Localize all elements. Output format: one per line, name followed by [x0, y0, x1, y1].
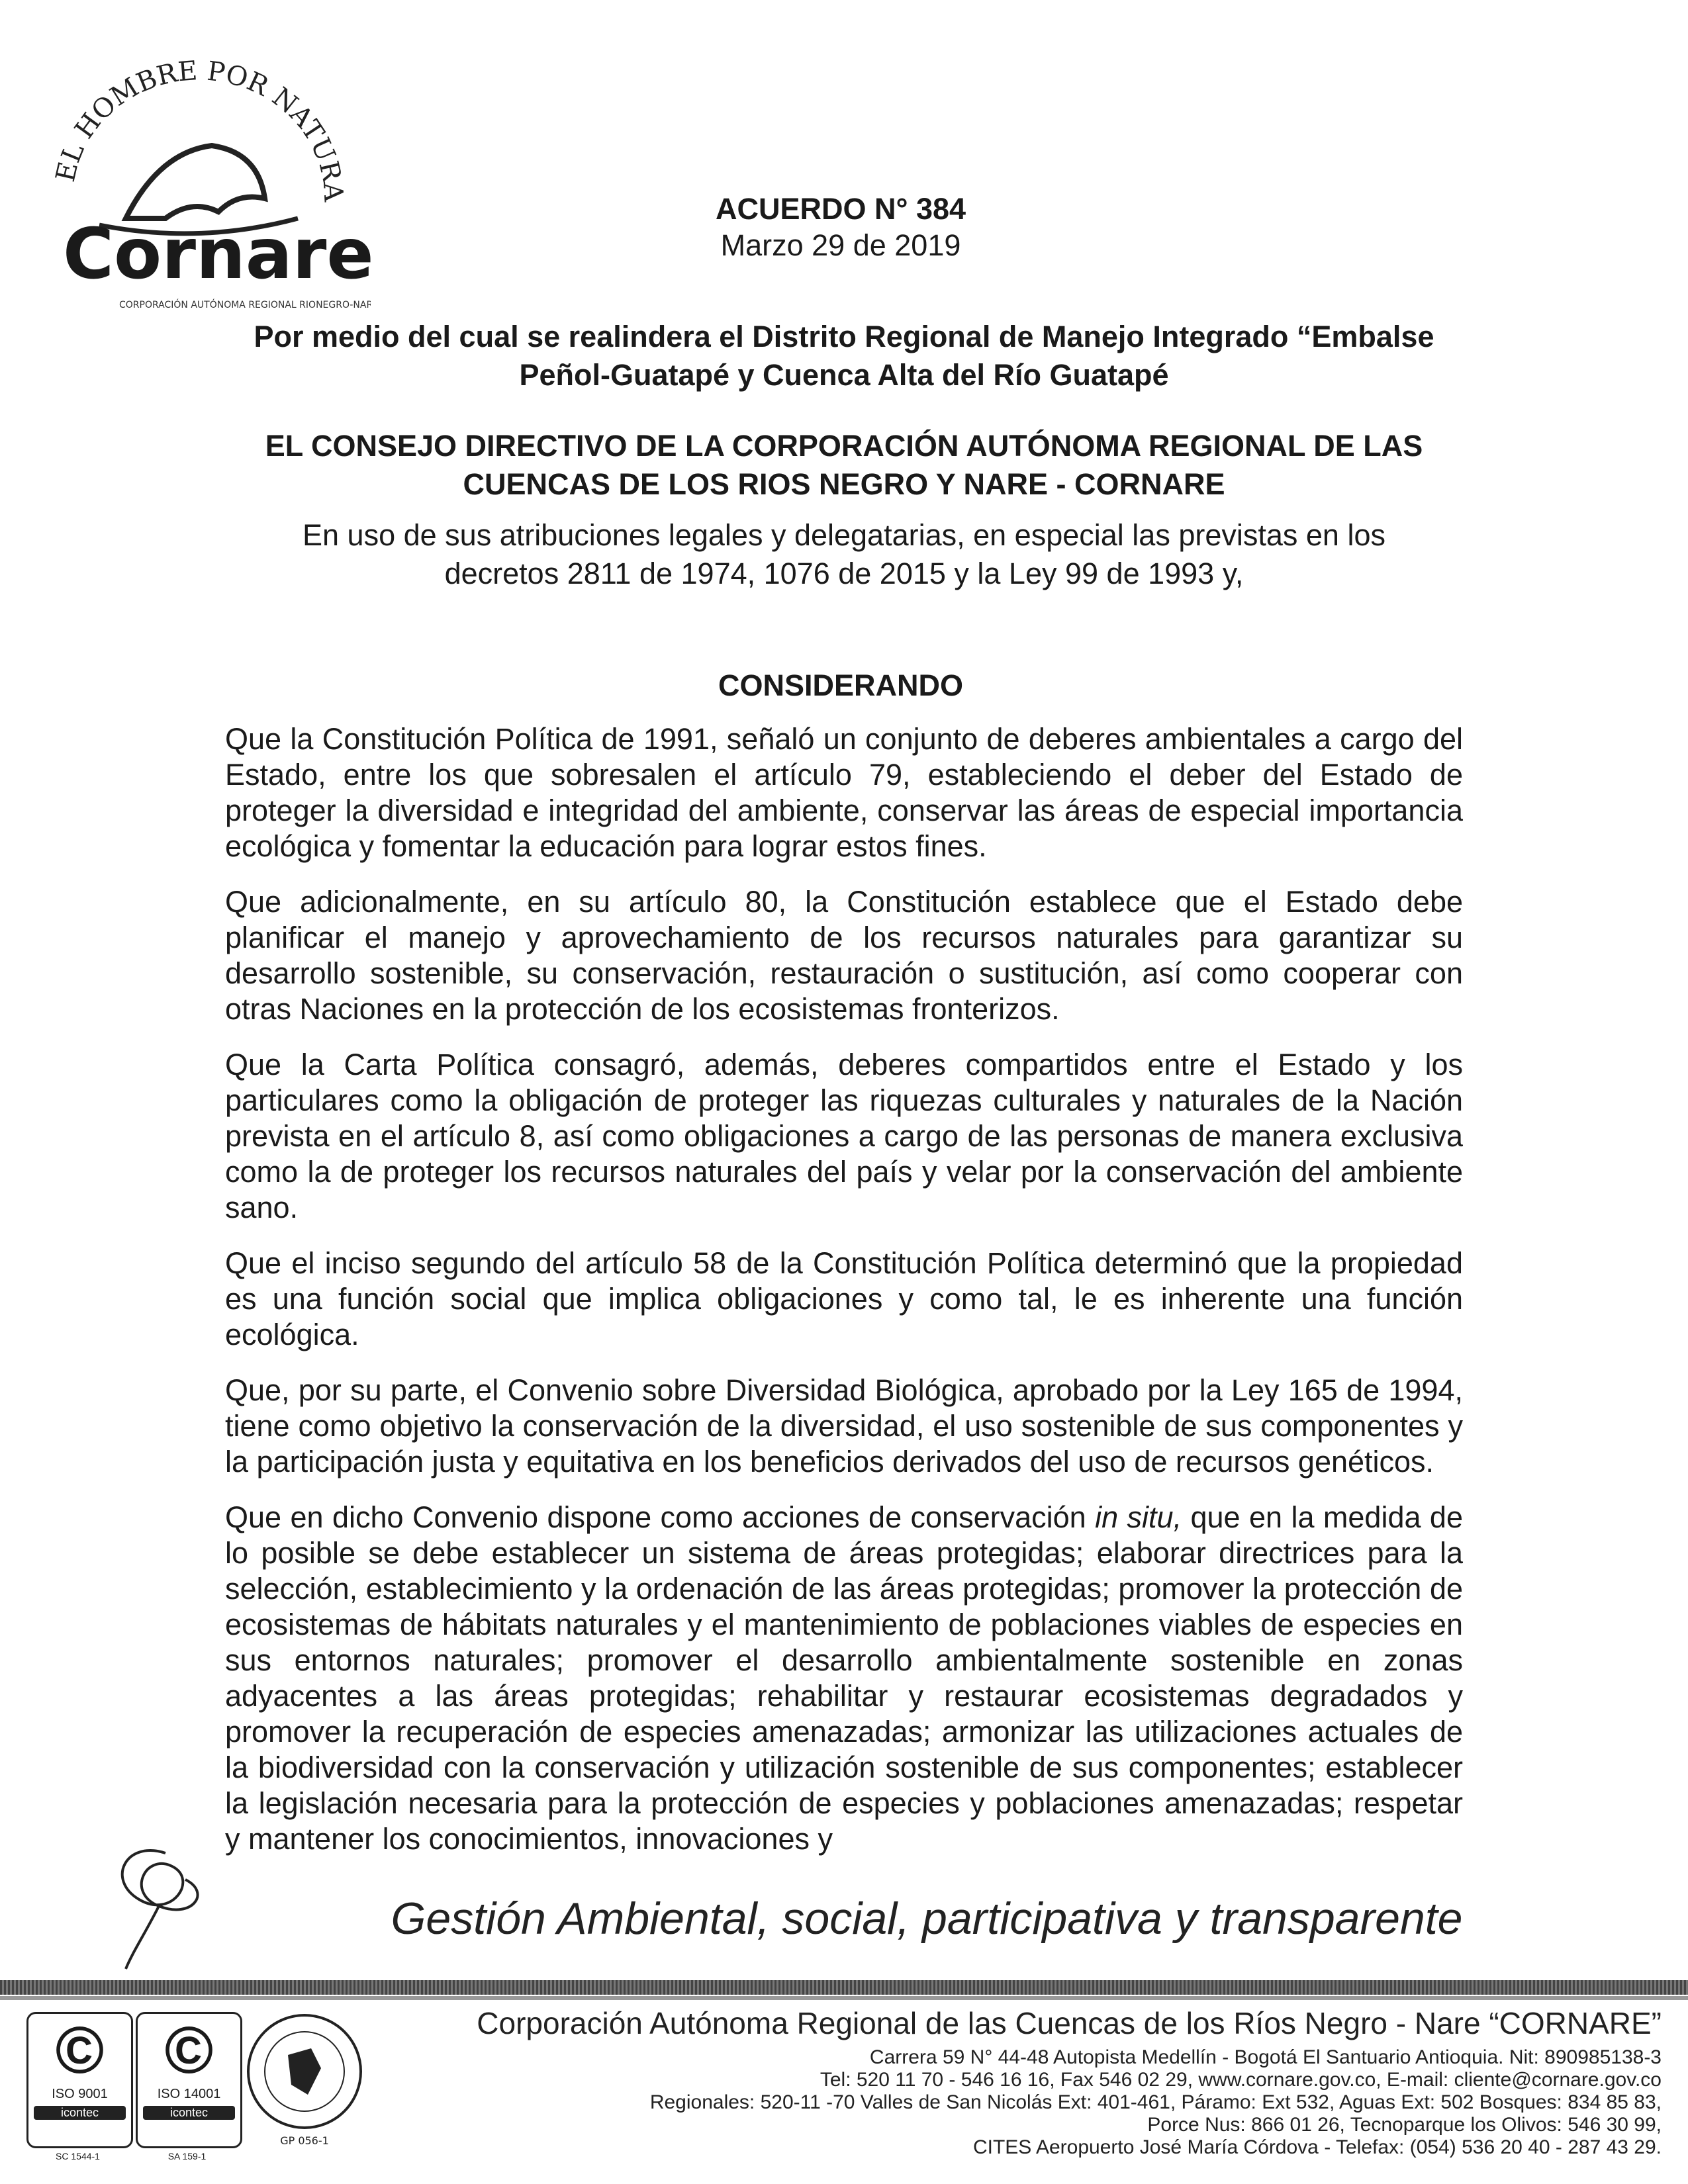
cornare-logo [26, 46, 371, 324]
subject-line: Peñol-Guatapé y Cuenca Alta del Río Guatapé [519, 358, 1169, 392]
italic-term: in situ, [1095, 1500, 1182, 1534]
text-run: Que en dicho Convenio dispone como acciones de conservación [225, 1500, 1096, 1534]
iso-14001-badge [136, 2012, 242, 2148]
paragraph-last [225, 1500, 1463, 1857]
paragraph: Que, por su parte, el Convenio sobre Diversidad Biológica, aprobado por la Ley 165 de 1994, tiene como objetivo la conservación de la diversidad, el uso sostenible de sus componentes y la participación justa y equitativa en los beneficios derivados del uso de recursos genéticos. [225, 1373, 1463, 1479]
text-run: que en la medida de lo posible se debe establecer un sistema de áreas protegidas; elaborar directrices para la selección, establecimiento y la ordenación de las áreas protegidas; promover la protección de ecosistemas de hábitats naturales y el mantenimiento de poblaciones viables de especies en sus entornos naturales; promover el desarrollo ambientalmente sostenible en zonas adyacentes a las áreas protegidas; rehabilitar y restaurar ecosistemas degradados y promover la recuperación de especies amenazadas; armonizar las utilizaciones actuales de la biodiversidad con la conservación y utilización sostenible de sus componentes; establecer la legislación necesaria para la protección de especies y poblaciones amenazadas; respetar y mantener los conocimientos, innovaciones y [225, 1500, 1463, 1856]
logo-bottom-text: CORPORACIÓN AUTÓNOMA REGIONAL RIONEGRO-NARE [119, 300, 371, 310]
paragraph: Que el inciso segundo del artículo 58 de la Constitución Política determinó que la propiedad es una función social que implica obligaciones y como tal, le es inherente una función ecológica. [225, 1246, 1463, 1351]
footer-line: Regionales: 520-11 -70 Valles de San Nicolás Ext: 401-461, Páramo: Ext 532, Aguas Ext: 502 Bosques: 834 85 83, [649, 2091, 1662, 2113]
signature-icon [86, 1840, 238, 1972]
logo-wordmark: Cornare [63, 214, 371, 295]
document-body [225, 721, 1463, 1877]
footer-bar [0, 1980, 1688, 1995]
powers-line: En uso de sus atribuciones legales y delegatarias, en especial las previstas en los [303, 518, 1385, 552]
considerando-heading: CONSIDERANDO [718, 668, 964, 702]
iso-9001-badge [26, 2012, 133, 2148]
acuerdo-number: ACUERDO N° 384 [715, 192, 966, 226]
subject-line: Por medio del cual se realindera el Distrito Regional de Manejo Integrado “Embalse [254, 320, 1434, 353]
icontec-label: icontec [143, 2106, 235, 2120]
footer-line: Tel: 520 11 70 - 546 16 16, Fax 546 02 29, www.cornare.gov.co, E-mail: cliente@cornare.gov.co [820, 2069, 1662, 2091]
council-line: EL CONSEJO DIRECTIVO DE LA CORPORACIÓN AUTÓNOMA REGIONAL DE LAS [265, 429, 1423, 463]
iso-label: ISO 9001 [52, 2087, 108, 2101]
footer-divider [0, 1996, 1688, 2000]
icontec-label: icontec [34, 2106, 126, 2120]
acuerdo-date: Marzo 29 de 2019 [720, 228, 961, 262]
footer-line: CITES Aeropuerto José María Córdova - Telefax: (054) 536 20 40 - 287 43 29. [972, 2136, 1662, 2158]
seal-icon [238, 2009, 371, 2151]
motto: Gestión Ambiental, social, participativa y transparente [391, 1893, 1463, 1944]
bird-icon [126, 146, 265, 218]
footer-contact [536, 2046, 1662, 2159]
powers-line: decretos 2811 de 1974, 1076 de 2015 y la Ley 99 de 1993 y, [444, 557, 1244, 590]
cert-code: SC 1544-1 [56, 2151, 100, 2161]
paragraph: Que la Constitución Política de 1991, señaló un conjunto de deberes ambientales a cargo del Estado, entre los que sobresalen el artículo 79, estableciendo el deber del Estado de proteger la diversidad e integridad del ambiente, conservar las áreas de especial importancia ecológica y fomentar la educación para lograr estos fines. [225, 722, 1463, 863]
powers-statement [199, 516, 1489, 593]
signature-mark [86, 1840, 238, 1972]
footer-organization: Corporación Autónoma Regional de las Cuencas de los Ríos Negro - Nare “CORNARE” [477, 2006, 1662, 2040]
seal-code: GP 056-1 [280, 2134, 329, 2147]
certification-seal [238, 2009, 371, 2151]
icontec-c-icon: © [55, 2013, 105, 2087]
paragraph: Que adicionalmente, en su artículo 80, la Constitución establece que el Estado debe planificar el manejo y aprovechamiento de los recursos naturales para garantizar su desarrollo sostenible, su conservación, restauración o sustitución, así como cooperar con otras Naciones en la protección de los ecosistemas fronterizos. [225, 885, 1463, 1026]
logo-arc-text: EL HOMBRE POR NATURA [50, 56, 349, 203]
council-line: CUENCAS DE LOS RIOS NEGRO Y NARE - CORNARE [463, 467, 1225, 501]
cert-code: SA 159-1 [167, 2151, 207, 2161]
subject [199, 318, 1489, 394]
footer-line: Carrera 59 N° 44-48 Autopista Medellín - Bogotá El Santuario Antioquia. Nit: 890985138-3 [869, 2046, 1662, 2068]
iso-label: ISO 14001 [157, 2087, 221, 2101]
footer-line: Porce Nus: 866 01 26, Tecnoparque los Olivos: 546 30 99, [1147, 2114, 1662, 2136]
cornare-emblem [26, 46, 371, 324]
icontec-c-icon: © [164, 2013, 214, 2087]
paragraph: Que la Carta Política consagró, además, deberes compartidos entre el Estado y los particulares como la obligación de proteger las riquezas culturales y naturales de la Nación prevista en el artículo 8, así como obligaciones a cargo de las personas de manera exclusiva como la de proteger los recursos naturales del país y velar por la conservación del ambiente sano. [225, 1048, 1463, 1224]
council-heading [199, 427, 1489, 504]
